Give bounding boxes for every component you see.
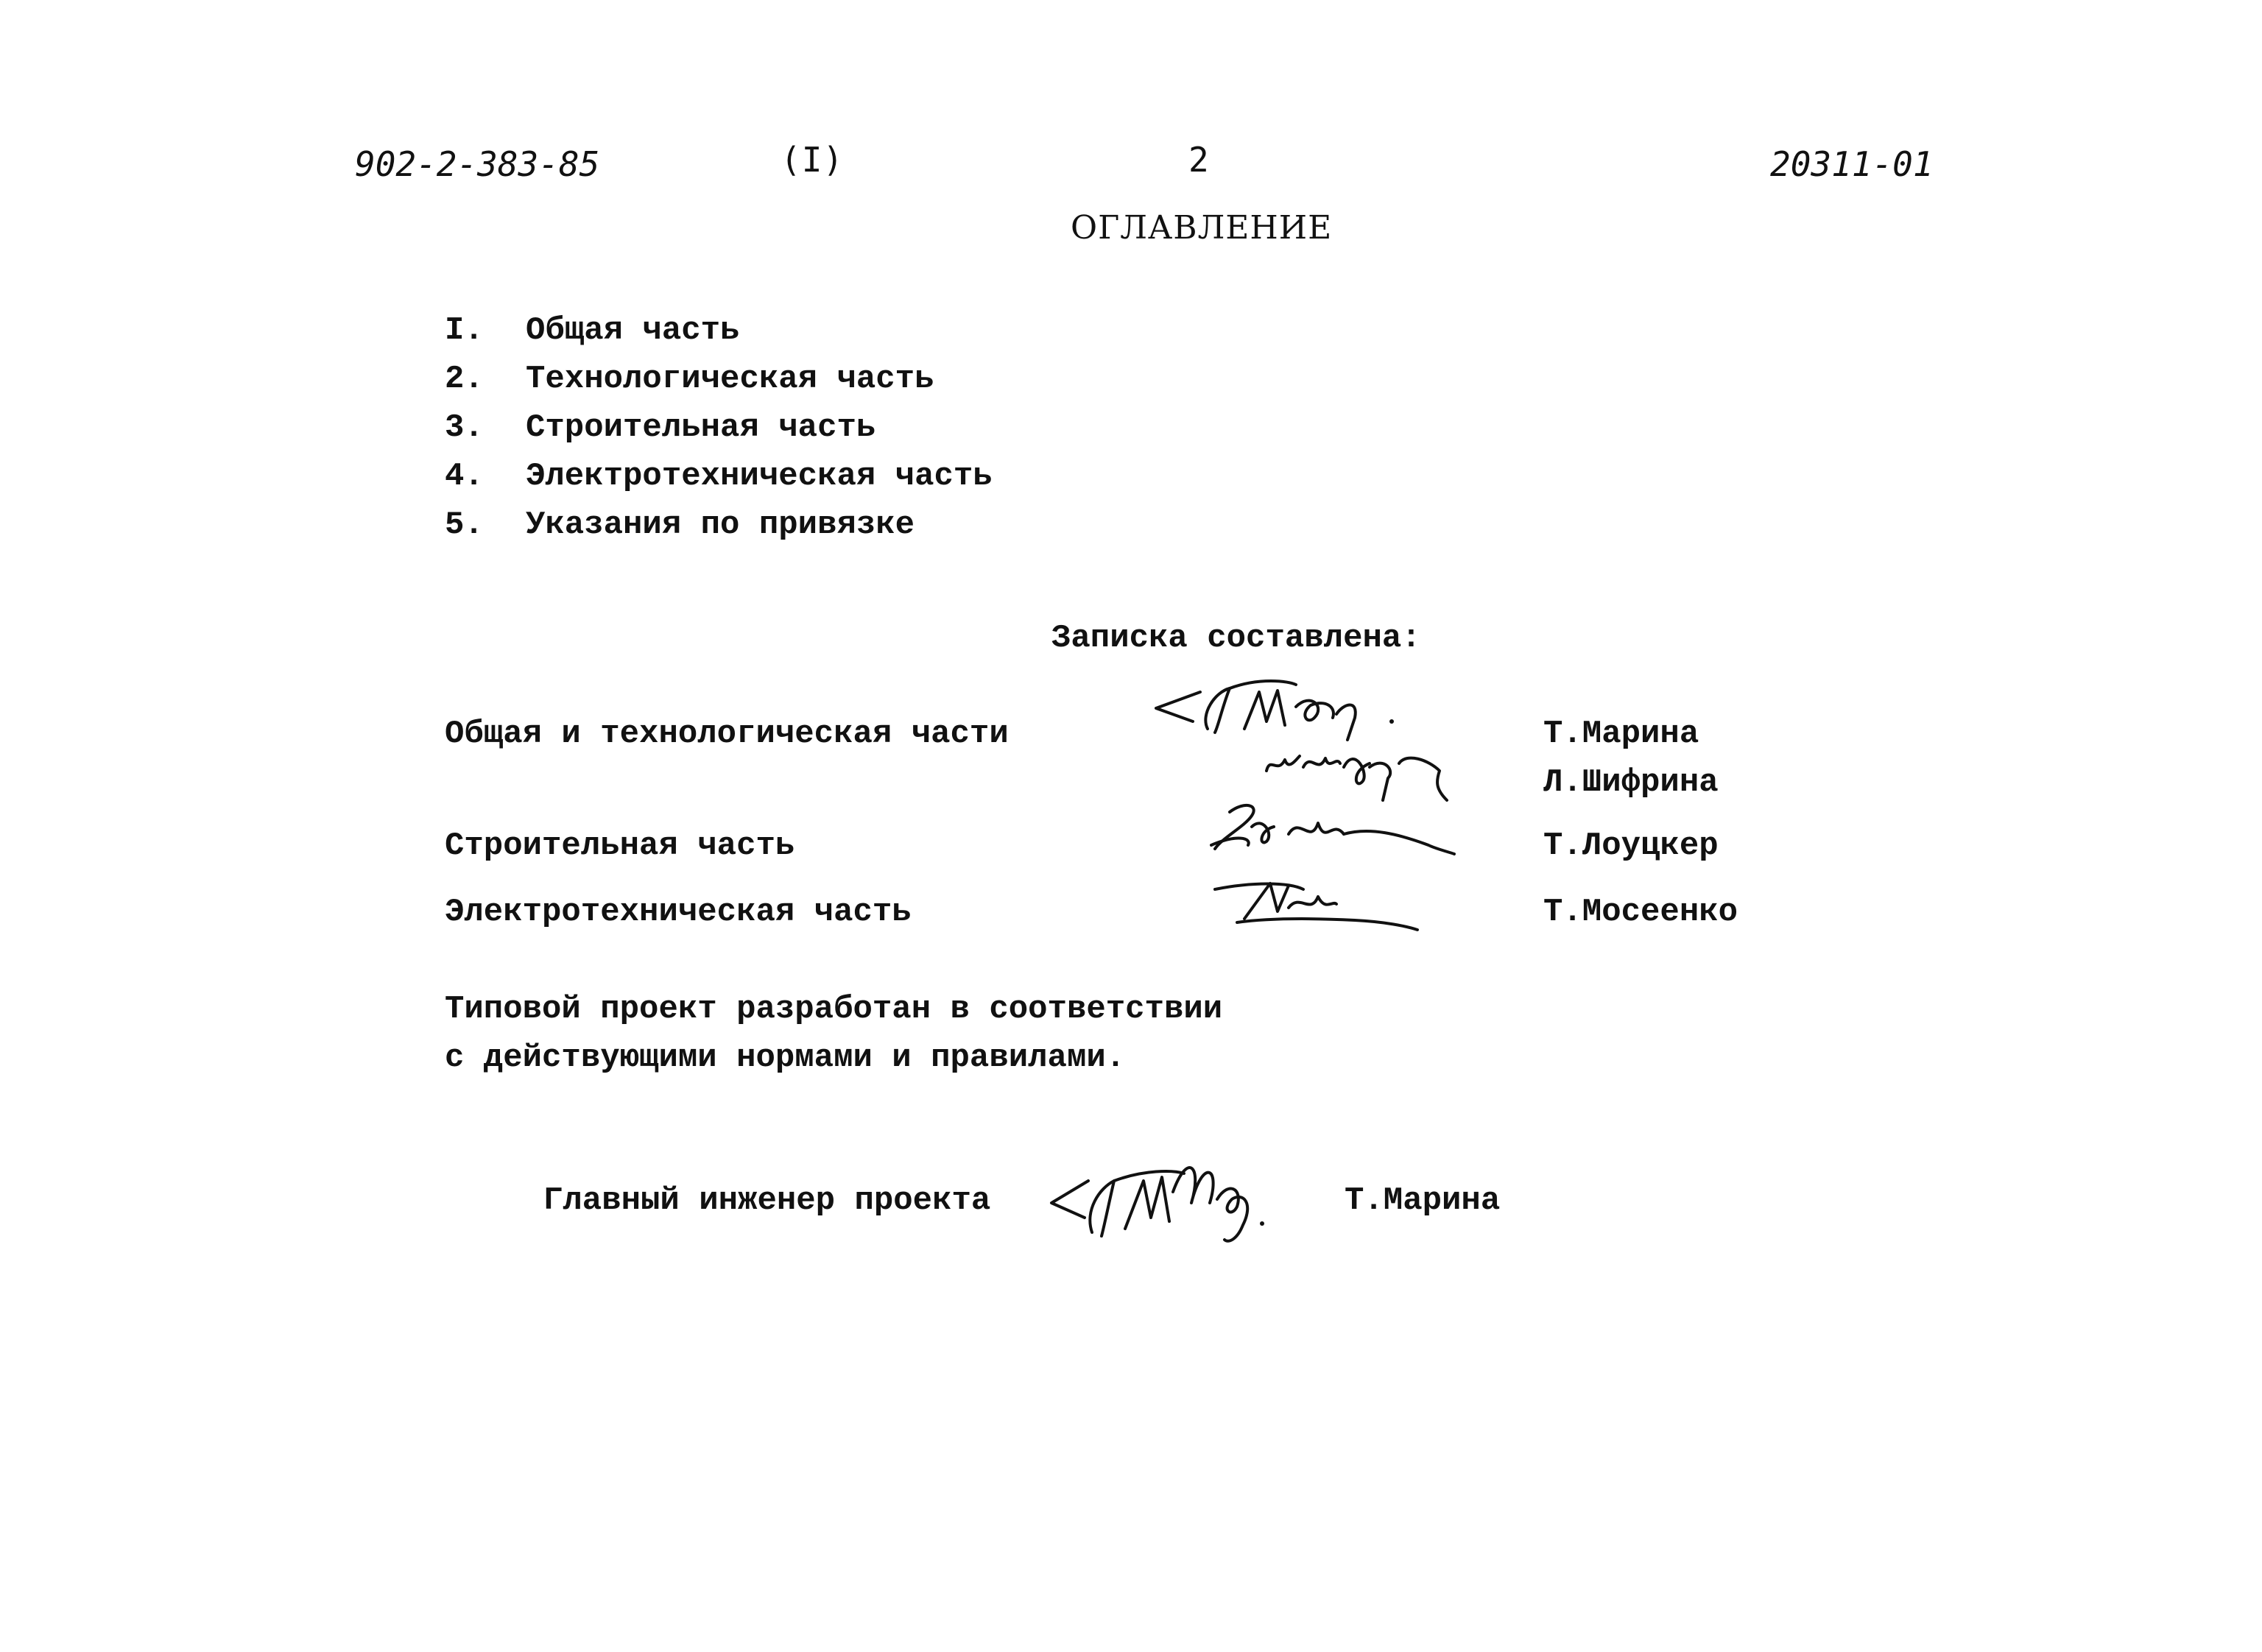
volume-number: (I)	[781, 140, 845, 180]
toc-item-number: 4.	[445, 458, 484, 495]
author-name: Л.Шифрина	[1543, 764, 1719, 801]
chief-engineer-name: Т.Марина	[1345, 1182, 1501, 1219]
toc-item-label: Общая часть	[526, 312, 740, 349]
toc-item	[445, 458, 993, 495]
author-name: Т.Мосеенко	[1543, 894, 1738, 931]
toc-item-label: Указания по привязке	[526, 506, 915, 543]
doc-code: 902-2-383-85	[355, 144, 600, 184]
authors-heading: Записка составлена:	[1051, 620, 1421, 657]
toc-item-number: 2.	[445, 361, 484, 398]
toc-item-number: 3.	[445, 409, 484, 446]
note-line: с действующими нормами и правилами.	[445, 1039, 1126, 1076]
author-name: Т.Марина	[1543, 716, 1699, 752]
signature-chief-engineer	[1044, 1137, 1280, 1247]
note-line: Типовой проект разработан в соответствии	[445, 991, 1223, 1028]
toc-item-label: Технологическая часть	[526, 361, 934, 398]
page-title: ОГЛАВЛЕНИЕ	[1071, 209, 1333, 247]
toc-item-label: Строительная часть	[526, 409, 876, 446]
toc-item	[445, 409, 875, 446]
section-label: Строительная часть	[445, 827, 795, 864]
author-name: Т.Лоуцкер	[1543, 827, 1719, 864]
toc-item-label: Электротехническая часть	[526, 458, 993, 495]
toc-item-number: I.	[445, 312, 484, 349]
sheet-code: 20311-01	[1770, 144, 1934, 184]
signature-loutsker	[1208, 794, 1458, 875]
section-label: Электротехническая часть	[445, 894, 912, 931]
chief-engineer-role: Главный инженер проекта	[543, 1182, 991, 1219]
toc-item-number: 5.	[445, 506, 484, 543]
page-number: 2	[1188, 140, 1210, 180]
section-label: Общая и технологическая части	[445, 716, 1009, 752]
toc-item	[445, 361, 934, 398]
toc-item	[445, 312, 739, 349]
signature-moseenko	[1208, 867, 1428, 941]
toc-item	[445, 506, 915, 543]
